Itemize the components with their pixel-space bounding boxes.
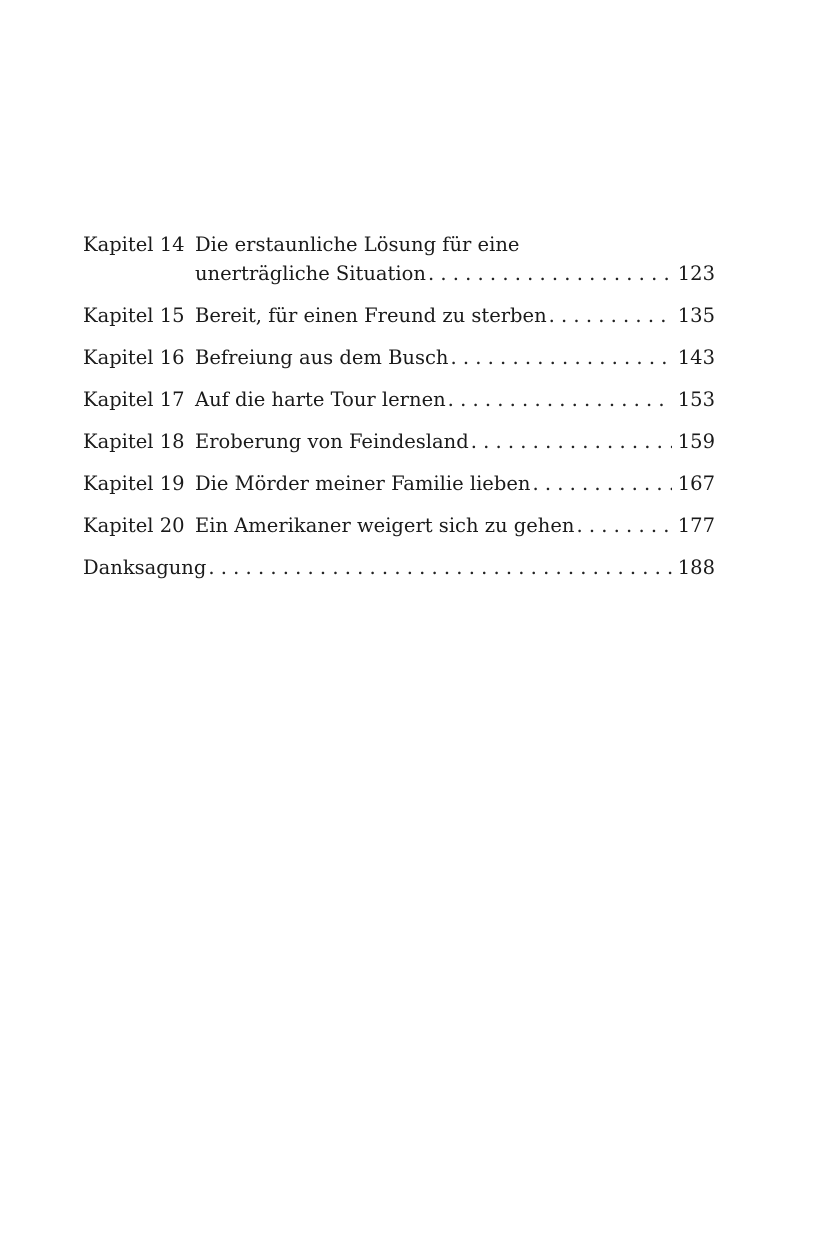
- chapter-label: Kapitel 15: [83, 304, 185, 327]
- page-number: 159: [677, 430, 715, 453]
- dot-leader: [576, 511, 671, 540]
- chapter-label: Kapitel 20: [83, 514, 185, 537]
- chapter-title-last-line: [195, 427, 715, 456]
- chapter-title: unerträgliche Situation: [195, 262, 426, 285]
- chapter-title: Die Mörder meiner Familie lieben: [195, 472, 531, 495]
- page-number: 167: [677, 472, 715, 495]
- entry-body: [195, 469, 715, 498]
- chapter-title-last-line: [195, 385, 715, 414]
- chapter-label: Kapitel 18: [83, 430, 185, 453]
- chapter-title-last-line: [195, 511, 715, 540]
- page-number: 143: [677, 346, 715, 369]
- entry-body: [195, 230, 715, 288]
- entry-body: [195, 511, 715, 540]
- dot-leader: [450, 343, 671, 372]
- entry-body: [83, 553, 715, 582]
- entry-body: [195, 385, 715, 414]
- chapter-title: Bereit, für einen Freund zu sterben: [195, 304, 547, 327]
- chapter-title: Befreiung aus dem Busch: [195, 346, 449, 369]
- entry-body: [195, 343, 715, 372]
- chapter-title: Danksagung: [83, 556, 207, 579]
- table-of-contents: [83, 230, 715, 595]
- dot-leader: [471, 427, 672, 456]
- chapter-title-last-line: [83, 553, 715, 582]
- dot-leader: [448, 385, 672, 414]
- chapter-label: Kapitel 17: [83, 388, 185, 411]
- chapter-title-last-line: [195, 343, 715, 372]
- chapter-label: Kapitel 14: [83, 233, 185, 256]
- toc-entry-kapitel-16[interactable]: [83, 343, 715, 372]
- chapter-title-line: Die erstaunliche Lösung für eine: [195, 233, 520, 256]
- dot-leader: [532, 469, 671, 498]
- toc-entry-kapitel-17[interactable]: [83, 385, 715, 414]
- toc-entry-kapitel-15[interactable]: [83, 301, 715, 330]
- chapter-label: Kapitel 16: [83, 346, 185, 369]
- chapter-title-last-line: [195, 301, 715, 330]
- chapter-title: Auf die harte Tour lernen: [195, 388, 446, 411]
- chapter-title: Ein Amerikaner weigert sich zu gehen: [195, 514, 575, 537]
- toc-entry-kapitel-19[interactable]: [83, 469, 715, 498]
- dot-leader: [428, 259, 672, 288]
- entry-body: [195, 427, 715, 456]
- page-number: 153: [677, 388, 715, 411]
- toc-entry-danksagung[interactable]: [83, 553, 715, 582]
- toc-entry-kapitel-18[interactable]: [83, 427, 715, 456]
- chapter-title-last-line: [195, 259, 715, 288]
- page-number: 123: [677, 262, 715, 285]
- chapter-label: Kapitel 19: [83, 472, 185, 495]
- entry-body: [195, 301, 715, 330]
- chapter-title: Eroberung von Feindesland: [195, 430, 469, 453]
- page-number: 135: [677, 304, 715, 327]
- dot-leader: [549, 301, 672, 330]
- page-number: 188: [677, 556, 715, 579]
- dot-leader: [208, 553, 671, 582]
- toc-entry-kapitel-14[interactable]: [83, 230, 715, 288]
- chapter-title-last-line: [195, 469, 715, 498]
- page-number: 177: [677, 514, 715, 537]
- toc-entry-kapitel-20[interactable]: [83, 511, 715, 540]
